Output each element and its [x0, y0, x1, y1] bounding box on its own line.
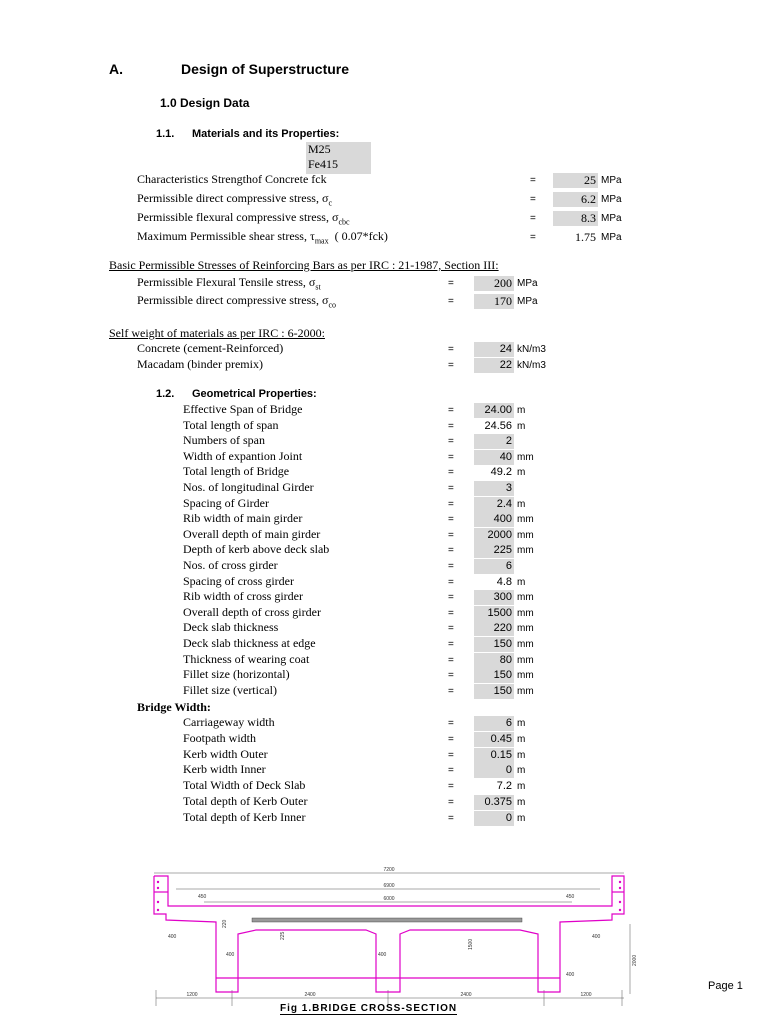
row-unit: kN/m3 [517, 344, 546, 355]
row-label [137, 191, 332, 207]
geometry-heading-num: 1.2. [156, 388, 175, 400]
row-equals: = [448, 592, 454, 604]
row-equals: = [448, 467, 454, 479]
row-label [183, 464, 289, 479]
row-label-text: Spacing of Girder [183, 495, 269, 510]
row-equals: = [448, 670, 454, 682]
dim-footpath-left: 450 [198, 894, 207, 900]
row-unit: mm [517, 529, 534, 541]
row-equals: = [448, 812, 454, 824]
row-equals: = [448, 749, 454, 761]
row-label [137, 357, 263, 372]
row-value: 220 [474, 621, 514, 636]
dim-total-depth: 2000 [632, 954, 638, 966]
row-unit: mm [517, 670, 534, 682]
row-label-text: Numbers of span [183, 433, 265, 448]
row-unit: m [517, 781, 526, 793]
row-value: 0 [474, 763, 514, 778]
row-label [183, 810, 305, 825]
row-equals: = [448, 436, 454, 448]
row-value: 2 [474, 434, 514, 449]
row-equals: = [448, 405, 454, 416]
row-symbol: σ [308, 275, 316, 289]
row-equals: = [448, 483, 454, 494]
row-unit: m [517, 797, 526, 808]
row-label [183, 778, 305, 793]
cross-section-outline [154, 876, 624, 992]
materials-heading-num: 1.1. [156, 128, 175, 140]
basic-stresses-heading: Basic Permissible Stresses of Reinforcing Bars as per IRC : 21-1987, Section III: [109, 258, 499, 272]
row-value: 3 [474, 481, 514, 496]
concrete-grade: M25 [306, 142, 371, 157]
row-label [137, 172, 327, 187]
row-symbol-subscript: max [314, 236, 329, 246]
row-label-text: Carriageway width [183, 715, 275, 729]
row-unit: m [517, 733, 526, 745]
row-label [183, 747, 268, 762]
figure-caption: Fig 1.BRIDGE CROSS-SECTION [280, 1003, 458, 1014]
row-equals: = [448, 296, 454, 307]
row-label-text: Total length of span [183, 417, 279, 432]
row-equals: = [448, 733, 454, 745]
row-equals: = [448, 360, 454, 371]
row-symbol-subscript: cbc [338, 217, 350, 227]
row-equals: = [448, 718, 454, 729]
row-unit: mm [517, 607, 534, 619]
row-label [183, 511, 302, 526]
row-value: 1.75 [575, 230, 596, 244]
row-label [183, 605, 321, 620]
row-value: 150 [474, 684, 514, 699]
steel-grade: Fe415 [306, 157, 371, 172]
row-value: 0.375 [474, 795, 514, 810]
row-label [183, 620, 278, 635]
row-equals: = [448, 420, 454, 432]
row-unit: m [517, 405, 526, 416]
row-value: 8.3 [553, 211, 598, 226]
row-label-text: Maximum Permissible shear stress, [137, 229, 310, 243]
row-label [183, 731, 256, 746]
row-label-text: Nos. of longitudinal Girder [183, 480, 314, 494]
row-unit: m [517, 498, 526, 510]
bridge-width-heading: Bridge Width: [137, 700, 211, 714]
page-number: Page 1 [708, 980, 743, 992]
row-value: 2.4 [474, 497, 514, 512]
row-equals: = [448, 529, 454, 541]
row-label-text: Rib width of main girder [183, 511, 303, 526]
row-label-text: Characteristics Strengthof Concrete fck [137, 172, 327, 186]
row-equals: = [448, 685, 454, 697]
row-value: 7.2 [496, 780, 512, 793]
row-value: 225 [474, 543, 514, 558]
row-value: 80 [474, 653, 514, 668]
row-value: 24.00 [474, 403, 514, 418]
dim-cantilever-left: 400 [168, 934, 177, 940]
row-equals: = [530, 175, 536, 186]
row-unit: mm [517, 514, 534, 526]
row-value: 0.15 [474, 748, 514, 763]
row-equals: = [448, 344, 454, 355]
dim-cantilever-right: 400 [592, 934, 601, 940]
row-value: 150 [474, 668, 514, 683]
row-value: 300 [474, 590, 514, 605]
row-label-text: Permissible flexural compressive stress, [137, 210, 332, 224]
row-label [183, 480, 314, 495]
row-label [183, 794, 307, 809]
row-label [137, 293, 336, 309]
row-equals: = [448, 561, 454, 572]
design-data-heading: 1.0 Design Data [160, 96, 250, 110]
row-label [183, 652, 309, 667]
row-unit: MPa [601, 232, 622, 243]
row-symbol: σ [321, 191, 329, 205]
row-unit: mm [517, 451, 534, 463]
row-label [137, 341, 283, 356]
row-label-text: Permissible direct compressive stress, [137, 191, 322, 205]
row-unit: MPa [517, 296, 538, 307]
materials-heading: Materials and its Properties: [192, 128, 340, 140]
row-unit: m [517, 812, 526, 824]
dim-spacing-2: 2400 [460, 992, 472, 998]
row-equals: = [448, 765, 454, 777]
row-value: 0.45 [474, 732, 514, 747]
row-value: 24.56 [484, 419, 512, 432]
row-equals: = [448, 498, 454, 510]
row-label-text: Footpath width [183, 730, 257, 745]
row-label-suffix: ( 0.07*fck) [328, 229, 388, 243]
row-unit: mm [517, 623, 534, 635]
dim-edge-left: 1200 [186, 992, 198, 998]
row-value: 49.2 [490, 466, 512, 479]
row-unit: m [517, 467, 526, 479]
dim-girder-depth: 1500 [468, 938, 474, 950]
dim-overall: 7200 [383, 867, 395, 873]
row-label [183, 683, 277, 698]
row-unit: MPa [601, 194, 622, 205]
row-value: 0 [474, 811, 514, 826]
row-label-text: Permissible Flexural Tensile stress, [137, 275, 309, 289]
row-value: 22 [474, 358, 514, 373]
row-symbol-subscript: co [328, 300, 336, 310]
dim-footpath-right: 450 [566, 894, 575, 900]
dim-slab: 220 [222, 919, 228, 928]
row-value: 150 [474, 637, 514, 652]
row-label [183, 527, 320, 542]
row-value: 2000 [474, 528, 514, 543]
row-value: 24 [474, 342, 514, 357]
row-label-text: Thickness of wearing coat [183, 651, 310, 666]
row-equals: = [448, 654, 454, 666]
row-label-text: Permissible direct compressive stress, [137, 293, 322, 307]
row-label-text: Kerb width Outer [183, 746, 268, 761]
row-label [183, 496, 269, 511]
wearing-coat [252, 918, 522, 922]
row-value: 1500 [474, 606, 514, 621]
row-value: 25 [553, 173, 598, 188]
geometry-heading: Geometrical Properties: [192, 388, 317, 400]
row-label [183, 418, 278, 433]
row-label [183, 449, 302, 464]
self-weight-heading: Self weight of materials as per IRC : 6-2000: [109, 326, 325, 340]
row-unit: m [517, 749, 526, 761]
row-symbol: σ [321, 293, 329, 307]
row-label-text: Total depth of Kerb Inner [183, 809, 306, 824]
row-label-text: Kerb width Inner [183, 762, 266, 777]
row-label-text: Total length of Bridge [183, 464, 290, 479]
row-label [183, 433, 265, 448]
section-letter: A. [109, 61, 123, 77]
row-label [183, 542, 329, 557]
row-label-text: Nos. of cross girder [183, 558, 278, 572]
row-label [183, 589, 303, 604]
row-label [183, 667, 290, 682]
dim-rib-left: 400 [226, 952, 235, 958]
row-value: 40 [474, 450, 514, 465]
row-value: 4.8 [496, 575, 512, 588]
bridge-cross-section-drawing [146, 862, 640, 1018]
row-label-text: Fillet size (vertical) [183, 682, 277, 697]
dim-spacing-1: 2400 [304, 992, 316, 998]
dim-carriageway: 6000 [383, 896, 395, 902]
row-symbol-subscript: c [328, 198, 332, 208]
row-unit: m [517, 576, 526, 588]
dim-rib-bottom: 400 [566, 972, 575, 978]
row-label-text: Depth of kerb above deck slab [183, 542, 330, 557]
row-unit: m [517, 718, 526, 729]
row-equals: = [448, 278, 454, 289]
row-symbol: τ [309, 229, 315, 243]
row-label-text: Concrete (cement-Reinforced) [137, 341, 284, 355]
dim-deck-inner: 6900 [383, 883, 395, 889]
row-unit: m [517, 420, 526, 432]
row-unit: mm [517, 685, 534, 697]
row-equals: = [448, 607, 454, 619]
row-equals: = [448, 451, 454, 463]
row-label-text: Total depth of Kerb Outer [183, 794, 308, 808]
row-equals: = [530, 213, 536, 224]
row-equals: = [448, 797, 454, 808]
row-unit: mm [517, 654, 534, 666]
row-unit: MPa [601, 175, 622, 186]
row-value: 400 [474, 512, 514, 527]
row-label [137, 229, 388, 245]
row-equals: = [530, 194, 536, 205]
row-label-text: Effective Span of Bridge [183, 402, 303, 416]
row-label [183, 715, 275, 730]
row-label-text: Overall depth of main girder [183, 526, 321, 541]
row-label [183, 762, 266, 777]
row-value: 6.2 [553, 192, 598, 207]
row-equals: = [448, 545, 454, 557]
row-label-text: Deck slab thickness at edge [183, 636, 316, 650]
section-title: Design of Superstructure [181, 61, 350, 77]
dim-kerb: 225 [280, 931, 286, 940]
row-equals: = [448, 623, 454, 635]
row-unit: MPa [601, 213, 622, 224]
row-value: 170 [474, 294, 514, 309]
row-label-text: Fillet size (horizontal) [183, 667, 290, 682]
row-label [183, 636, 316, 651]
row-equals: = [448, 781, 454, 793]
row-value: 200 [474, 276, 514, 291]
row-label [137, 210, 350, 226]
row-label-text: Overall depth of cross girder [183, 604, 321, 619]
row-unit: mm [517, 545, 534, 557]
row-symbol-subscript: st [315, 282, 321, 292]
row-label-text: Deck slab thickness [183, 620, 279, 635]
row-unit: m [517, 765, 526, 777]
row-label-text: Total Width of Deck Slab [183, 778, 306, 793]
row-equals: = [530, 232, 536, 243]
row-label [183, 574, 294, 589]
row-unit: MPa [517, 278, 538, 289]
row-label [183, 558, 278, 573]
row-unit: mm [517, 592, 534, 604]
dim-rib-mid: 400 [378, 952, 387, 958]
row-label-text: Rib width of cross girder [183, 589, 303, 604]
row-label-text: Macadam (binder premix) [137, 357, 263, 371]
dimension-lines [154, 873, 630, 1006]
row-label [137, 275, 321, 291]
row-unit: mm [517, 639, 534, 650]
row-value: 6 [474, 559, 514, 574]
row-equals: = [448, 514, 454, 526]
row-equals: = [448, 576, 454, 588]
row-equals: = [448, 639, 454, 650]
row-label [183, 402, 302, 417]
row-symbol: σ [331, 210, 339, 224]
row-value: 6 [474, 716, 514, 731]
dim-edge-right: 1200 [580, 992, 592, 998]
row-label-text: Spacing of cross girder [183, 573, 294, 588]
row-label-text: Width of expantion Joint [183, 448, 303, 463]
row-unit: kN/m3 [517, 360, 546, 371]
